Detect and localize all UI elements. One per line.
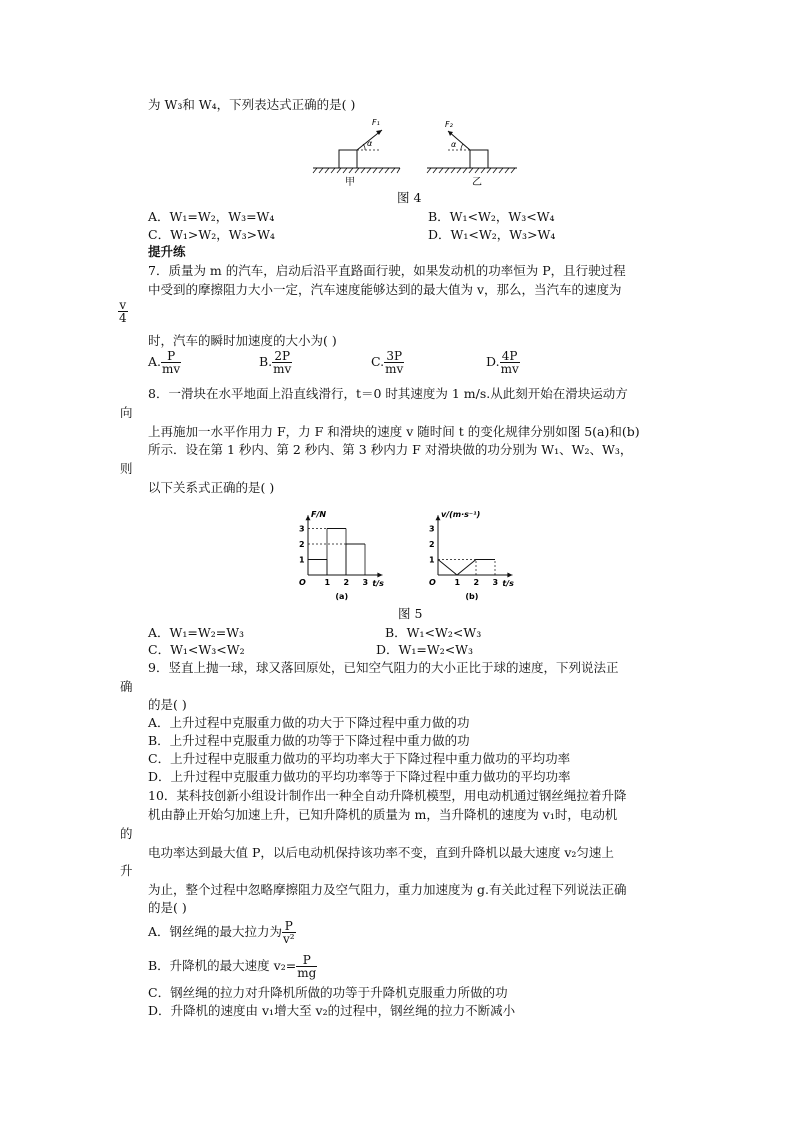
q7-option-a	[148, 350, 181, 375]
y-tick-label: 2	[299, 540, 305, 549]
q8-wrap2: 则	[120, 461, 133, 476]
origin-label: O	[299, 578, 306, 587]
x-tick-label: 3	[492, 578, 499, 587]
q8-option-c: C．W₁<W₃<W₂	[148, 642, 245, 657]
q8-figure-caption: 图 5	[398, 606, 423, 621]
q10-wrap1: 的	[120, 826, 133, 841]
frac-den: mg	[297, 966, 317, 980]
section-title: 提升练	[148, 244, 186, 259]
angle-label-yi: α	[451, 140, 457, 149]
block-jia	[339, 150, 357, 168]
q10-wrap2: 升	[120, 863, 133, 878]
frac-den: mv	[162, 362, 181, 376]
q9-option-d: D．上升过程中克服重力做功的平均功率等于下降过程中重力做功的平均功率	[148, 769, 571, 784]
q6-option-a: A．W₁=W₂，W₃=W₄	[148, 209, 275, 224]
frac-den: mv	[500, 362, 519, 376]
x-tick-label: 3	[362, 578, 369, 587]
chart-title: (a)	[335, 592, 349, 601]
frac-den: v²	[283, 932, 295, 946]
y-tick-label: 3	[299, 524, 305, 534]
force-label-f2: F₂	[445, 120, 453, 129]
angle-label-jia: α	[367, 139, 373, 148]
origin-label: O	[429, 578, 436, 587]
q10-option-b	[148, 954, 317, 979]
q7-option-b	[259, 350, 292, 375]
y-axis-arrow	[306, 515, 311, 520]
q10-line3: 电功率达到最大值 P，以后电动机保持该功率不变，直到升降机以最大速度 v₂匀速上	[148, 845, 614, 860]
q8-option-d: D．W₁=W₂<W₃	[376, 642, 474, 657]
y-axis-label: v/(m·s⁻¹)	[441, 510, 481, 520]
option-text: B．升降机的最大速度 v₂=	[148, 958, 297, 973]
frac-den: mv	[385, 362, 404, 376]
q10-option-a	[148, 920, 296, 945]
q8-line2: 上再施加一水平作用力 F，力 F 和滑块的速度 v 随时间 t 的变化规律分别如图 5(a)和(b)	[148, 424, 640, 439]
diagram-yi	[427, 120, 517, 188]
frac-den: 4	[119, 311, 127, 325]
q8-line1: 8．一滑块在水平地面上沿直线滑行，t＝0 时其速度为 1 m/s.从此刻开始在滑块运动方	[148, 386, 628, 401]
y-tick-label: 2	[429, 540, 435, 549]
x-axis-label: t/s	[372, 579, 384, 588]
x-axis-arrow	[507, 573, 512, 578]
x-tick-label: 1	[324, 578, 331, 587]
q6-figure-caption: 图 4	[397, 190, 422, 205]
x-tick-label: 2	[473, 578, 480, 587]
x-tick-label: 1	[454, 578, 461, 587]
q10-option-d: D．升降机的速度由 v₁增大至 v₂的过程中，钢丝绳的拉力不断减小	[148, 1003, 516, 1018]
chart-a-force-time	[280, 493, 405, 603]
q9-line1: 9．竖直上抛一球，球又落回原处，已知空气阻力的大小正比于球的速度，下列说法正	[148, 660, 619, 675]
chart-title: (b)	[465, 592, 479, 601]
y-tick-label: 3	[429, 524, 435, 534]
q7-option-c	[371, 350, 404, 375]
frac-num: P	[284, 919, 293, 933]
q8-option-b: B．W₁<W₂<W₃	[385, 625, 482, 640]
q9-line2: 的是( )	[148, 697, 187, 712]
frac-num: 4P	[501, 349, 518, 363]
frac-num: v	[119, 298, 127, 312]
frac-num: P	[167, 349, 176, 363]
option-label: A.	[148, 354, 162, 369]
chart-b-velocity-time	[410, 493, 540, 603]
frac-num: 3P	[386, 349, 403, 363]
q6-option-d: D．W₁<W₂，W₃>W₄	[428, 227, 556, 242]
frac-num: P	[302, 953, 311, 967]
q7-option-d	[486, 350, 520, 375]
y-axis-arrow	[436, 515, 441, 520]
q7-line3: 时，汽车的瞬时加速度的大小为( )	[148, 333, 337, 348]
q8-line3: 所示．设在第 1 秒内、第 2 秒内、第 3 秒内力 F 对滑块做的功分别为 W₁、W₂、W₃，	[148, 442, 633, 457]
q10-line5: 的是( )	[148, 900, 187, 915]
label-yi: 乙	[472, 177, 482, 188]
frac-num: 2P	[274, 349, 291, 363]
y-tick-label: 1	[429, 555, 435, 565]
option-text: A．钢丝绳的最大拉力为	[148, 924, 283, 939]
y-axis-label: F/N	[311, 510, 327, 520]
q7-line1: 7．质量为 m 的汽车，启动后沿平直路面行驶，如果发动机的功率恒为 P，且行驶过程	[148, 263, 626, 278]
option-label: C.	[371, 354, 385, 369]
frac-den: mv	[273, 362, 292, 376]
q9-option-b: B．上升过程中克服重力做的功等于下降过程中重力做的功	[148, 733, 470, 748]
data-line	[438, 560, 495, 576]
x-axis-label: t/s	[502, 579, 514, 588]
q7-fraction-v-over-4	[118, 299, 128, 324]
option-label: B.	[259, 354, 273, 369]
q6-option-b: B．W₁<W₂，W₃<W₄	[428, 209, 555, 224]
x-tick-label: 2	[343, 578, 350, 587]
q9-wrap1: 确	[120, 679, 133, 694]
q8-wrap1: 向	[120, 405, 133, 420]
q6-stem-end: 为 W₃和 W₄，下列表达式正确的是( )	[148, 97, 356, 112]
q6-force-diagrams	[305, 113, 525, 190]
block-yi	[470, 150, 488, 168]
q10-option-c: C．钢丝绳的拉力对升降机所做的功等于升降机克服重力所做的功	[148, 985, 508, 1000]
q9-option-c: C．上升过程中克服重力做功的平均功率大于下降过程中重力做功的平均功率	[148, 751, 571, 766]
q9-option-a: A．上升过程中克服重力做的功大于下降过程中重力做的功	[148, 715, 470, 730]
label-jia: 甲	[345, 177, 355, 188]
q10-line1: 10．某科技创新小组设计制作出一种全自动升降机模型，用电动机通过钢丝绳拉着升降	[148, 788, 627, 803]
q7-line2: 中受到的摩擦阻力大小一定，汽车速度能够达到的最大值为 v，那么，当汽车的速度为	[148, 282, 622, 297]
q10-line2: 机由静止开始匀加速上升，已知升降机的质量为 m，当升降机的速度为 v₁时，电动机	[148, 807, 618, 822]
q10-line4: 为止，整个过程中忽略摩擦阻力及空气阻力，重力加速度为 g.有关此过程下列说法正确	[148, 882, 627, 897]
q8-option-a: A．W₁=W₂=W₃	[148, 625, 245, 640]
q8-line4: 以下关系式正确的是( )	[148, 480, 275, 495]
q6-option-c: C．W₁>W₂，W₃>W₄	[148, 227, 275, 242]
y-tick-label: 1	[299, 555, 305, 565]
option-label: D.	[486, 354, 500, 369]
x-axis-arrow	[377, 573, 382, 578]
force-label-f1: F₁	[372, 118, 380, 127]
diagram-jia	[313, 118, 400, 188]
